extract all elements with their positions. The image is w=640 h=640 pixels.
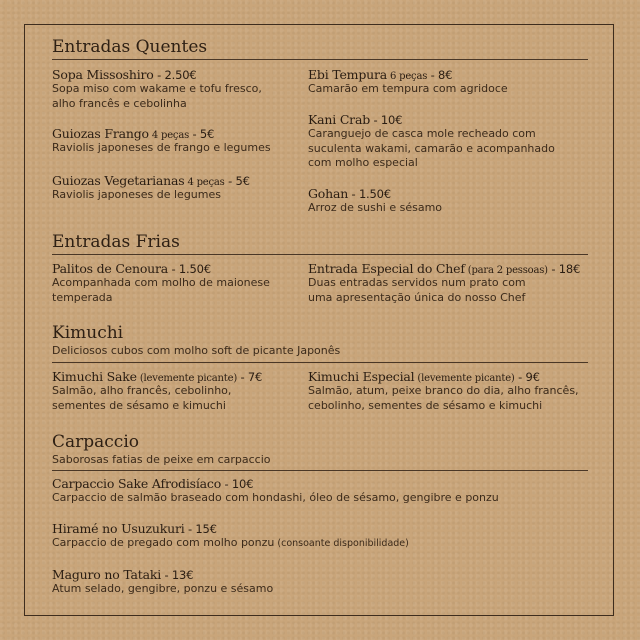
menu-item: [308, 261, 580, 305]
item-name: Hiramé no Usuzukuri: [52, 521, 185, 536]
item-name: Kimuchi Sake: [52, 369, 137, 384]
item-title: [308, 112, 555, 127]
item-name: Ebi Tempura: [308, 67, 387, 82]
divider: [52, 470, 588, 471]
divider: [52, 254, 588, 255]
item-title: [52, 67, 262, 82]
menu-item: [52, 521, 409, 552]
item-price: - 10€: [221, 477, 254, 491]
item-availability-note: (consoante disponibilidade): [274, 538, 409, 549]
item-title: [52, 261, 270, 276]
item-description-line: Caranguejo de casca mole recheado com: [308, 127, 536, 140]
item-name: Gohan: [308, 186, 349, 201]
item-name: Guiozas Frango: [52, 126, 149, 141]
item-description-line: alho francês e cebolinha: [52, 96, 187, 110]
item-title: [308, 186, 442, 201]
section-title-kimuchi: Kimuchi: [52, 323, 124, 343]
item-description-line: suculenta wakami, camarão e acompanhado: [308, 141, 555, 155]
section-title-entradas-quentes: Entradas Quentes: [52, 37, 208, 57]
item-price: - 1.50€: [168, 262, 211, 276]
item-name: Sopa Missoshiro: [52, 67, 154, 82]
item-name: Kimuchi Especial: [308, 369, 415, 384]
item-quantity: 4 peças: [148, 130, 190, 141]
item-name: Carpaccio Sake Afrodisíaco: [52, 476, 222, 491]
item-description-line: Raviolis japoneses de legumes: [52, 188, 221, 201]
item-description-line: Arroz de sushi e sésamo: [308, 201, 443, 214]
item-description-line: Duas entradas servidos num prato com: [308, 276, 526, 289]
divider: [52, 59, 588, 60]
item-price: - 5€: [189, 127, 215, 141]
divider: [52, 362, 588, 363]
item-price: - 13€: [161, 568, 194, 582]
item-note: (levemente picante): [136, 373, 238, 384]
item-description-line: Acompanhada com molho de maionese: [52, 276, 270, 289]
item-price: - 1.50€: [348, 187, 391, 201]
item-price: - 5€: [224, 174, 250, 188]
item-price: - 7€: [237, 370, 263, 384]
menu-item: [52, 369, 262, 413]
item-description-text: Carpaccio de pregado com molho ponzu: [52, 536, 275, 549]
item-price: - 10€: [370, 113, 403, 127]
item-description-line: Salmão, alho francês, cebolinho,: [52, 384, 232, 397]
menu-item: [52, 261, 270, 305]
item-title: [52, 567, 273, 582]
item-price: - 9€: [514, 370, 540, 384]
item-title: [52, 476, 499, 491]
item-name: Maguro no Tataki: [52, 567, 161, 582]
item-price: - 15€: [184, 522, 217, 536]
menu-item: [52, 173, 250, 203]
item-description-line: Atum selado, gengibre, ponzu e sésamo: [52, 582, 274, 595]
item-price: - 18€: [547, 262, 581, 276]
item-price: - 8€: [427, 68, 453, 82]
menu-item: [308, 112, 555, 171]
item-description-line: temperada: [52, 290, 113, 304]
item-description-line: Salmão, atum, peixe branco do dia, alho francês,: [308, 384, 579, 397]
item-description-line: sementes de sésamo e kimuchi: [52, 398, 226, 412]
item-title: [52, 369, 262, 384]
item-description-line: uma apresentação única do nosso Chef: [308, 290, 526, 304]
item-title: [308, 369, 579, 384]
item-description-line: Carpaccio de salmão braseado com hondashi, óleo de sésamo, gengibre e ponzu: [52, 491, 499, 504]
item-title: [52, 521, 409, 536]
item-description-line: Sopa miso com wakame e tofu fresco,: [52, 82, 262, 95]
item-quantity: 6 peças: [387, 71, 428, 82]
section-subtitle: Deliciosos cubos com molho soft de picante Japonês: [52, 344, 341, 357]
menu-item: [308, 369, 579, 413]
item-note: (para 2 pessoas): [464, 265, 548, 276]
item-description-line: [52, 536, 409, 552]
menu-item: [52, 67, 262, 111]
item-description-line: Raviolis japoneses de frango e legumes: [52, 141, 271, 154]
item-title: [308, 261, 580, 276]
item-name: Entrada Especial do Chef: [308, 261, 465, 276]
menu-item: [308, 67, 508, 97]
item-title: [52, 126, 271, 141]
item-title: [308, 67, 508, 82]
item-title: [52, 173, 250, 188]
item-description-line: Camarão em tempura com agridoce: [308, 82, 508, 95]
menu-item: [308, 186, 442, 216]
item-name: Kani Crab: [308, 112, 371, 127]
item-name: Palitos de Cenoura: [52, 261, 169, 276]
section-title-entradas-frias: Entradas Frias: [52, 232, 180, 252]
item-name: Guiozas Vegetarianas: [52, 173, 185, 188]
menu-item: [52, 476, 499, 506]
item-price: - 2.50€: [153, 68, 197, 82]
menu-item: [52, 567, 273, 597]
item-description-line: cebolinho, sementes de sésamo e kimuchi: [308, 398, 543, 412]
menu-item: [52, 126, 271, 156]
section-subtitle: Saborosas fatias de peixe em carpaccio: [52, 453, 271, 466]
section-title-carpaccio: Carpaccio: [52, 432, 140, 452]
item-note: (levemente picante): [414, 373, 515, 384]
item-quantity: 4 peças: [184, 177, 225, 188]
item-description-line: com molho especial: [308, 156, 418, 169]
